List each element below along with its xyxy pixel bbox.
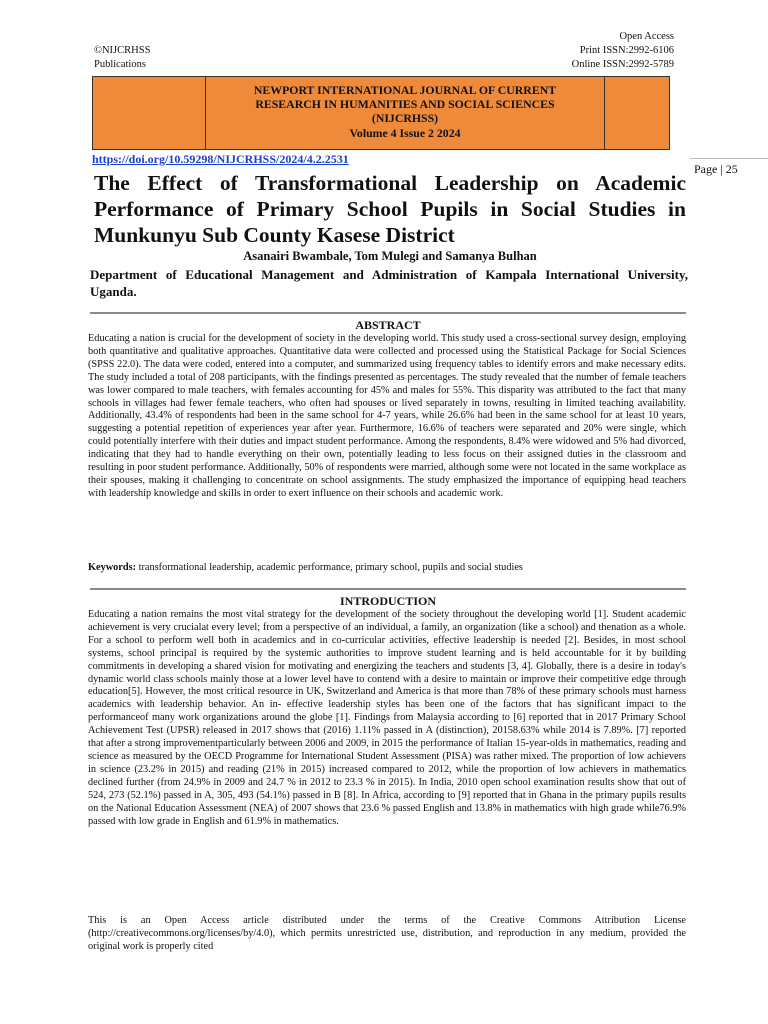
page-number: Page | 25 xyxy=(694,162,738,176)
keywords-line xyxy=(88,562,686,573)
article-authors: Asanairi Bwambale, Tom Mulegi and Samanya Bulhan xyxy=(243,249,537,263)
journal-title-line2: RESEARCH IN HUMANITIES AND SOCIAL SCIENCES xyxy=(255,97,555,112)
publisher-block xyxy=(94,44,150,72)
journal-abbreviation: (NIJCRHSS) xyxy=(371,111,439,126)
publisher-label: Publications xyxy=(94,59,146,70)
doi-link[interactable]: https://doi.org/10.59298/NIJCRHSS/2024/4.2.2531 xyxy=(92,152,349,166)
print-issn: Print ISSN:2992-6106 xyxy=(579,45,674,56)
introduction-divider xyxy=(90,588,686,590)
keywords-list: transformational leadership, academic performance, primary school, pupils and social studies xyxy=(136,562,523,573)
journal-title-line1: NEWPORT INTERNATIONAL JOURNAL OF CURRENT xyxy=(253,83,557,97)
issn-block xyxy=(572,30,674,72)
banner-right-cell xyxy=(604,77,669,149)
banner-left-cell xyxy=(93,77,206,149)
page-divider xyxy=(690,158,768,159)
keywords-label: Keywords: xyxy=(88,562,137,573)
abstract-text: Educating a nation is crucial for the development of society in the developing world. This study used a cross-sectional survey design, employing both quantitative and qualitative approaches. Quantitative data were collected and processed using the Statistical Package for Social Sciences (SPSS 22.0). The data were coded, entered into a computer, and summarized using frequency tables to identify errors and make necessary edits. The study included a total of 208 participants, with the findings presented as percentages. The study revealed that the number of female teachers was lower compared to male teachers, with females accounting for 45% and males for 55%. This disparity was attributed to the fact that many schools in villages had fewer female teachers, who often had spouses or lived separately in towns, resulting in limited teaching availability. Additionally, 43.4% of respondents had been in the same school for 4-7 years, while 26.6% had been in the same school for at least 10 years, suggesting a potential repetition of experiences year after year. Furthermore, 16.6% of teachers were separated and 20% were single, which could potentially interfere with their duties and impact student performance. Among the respondents, 8.4% were widowed and 5% had divorced, indicating that they had to handle everything on their own, potentially leading to less focus on their assigned duties in the classroom and resulting in poor student performance. Additionally, 50% of respondents were married, although some were not located in the same workplace as their spouses, making it challenging to concentrate on school assignments. The study emphasized the importance of equipping head teachers with leadership knowledge and skills in order to exert influence on their schools and academic work. xyxy=(88,333,686,499)
publisher-name: ©NIJCRHSS xyxy=(94,45,151,56)
journal-banner xyxy=(92,76,670,150)
article-title: The Effect of Transformational Leadership on Academic Performance of Primary School Pupils in Social Studies in Munkunyu Sub County Kasese District xyxy=(94,171,686,247)
author-affiliation: Department of Educational Management and Administration of Kampala International University, Uganda. xyxy=(90,267,688,299)
introduction-heading: INTRODUCTION xyxy=(339,594,436,608)
introduction-text: Educating a nation remains the most vital strategy for the development of the society throughout the developing world [1]. Student academic achievement is very crucialat every level; from a perspective of an individual, a family, an organization (like a school) and thenation as a whole. For a school to perform well both in academics and in co-curricular activities, effective leadership is needed [2]. Besides, in most school systems, school principal is required by the systemic authorities to improve student learning and is held accountable for it by building commitments in developing a shared vision for motivating and energizing the teachers and students [3, 4]. Globally, there is a desire in today's dynamic world class schools mainly those at a lower level have to contend with a desire to maintain or improve their competitive edge through education[5]. However, the most critical resource in UK, Switzerland and America is that more than 78% of these primary schools must harness academics with leadership behavior. An in- effective leadership styles has been one of the factors that has significant impact to the performanceof many work organizations around the globe [1]. Findings from Malaysia according to [6] reported that in 2017 Primary School Achievement Test (UPSR) released in 2017 shows that (2016) 1.11% passed in A (distinction), 20158.63% while 2014 is 7.89%. [7] reported that after a strong improvementparticularly between 2006 and 2009, in 2015 the performance of Italian 15-year-olds in mathematics, reading and science as measured by the OECD Programme for International Student Assessment (PISA) was rather mixed. The proportion of low achievers in science (23.2% in 2015) and reading (21% in 2015) increased compared to 2012, while the proportion of low achievers in mathematics declined further (from 24.9% in 2009 and 24.7 % in 2012 to 23.3 % in 2015). In India, 2010 open school examination results show that out of 524, 273 (52.1%) passed in A, 305, 493 (54.1%) passed in B [8]. In Africa, according to [9] reported that in Ghana in the primary pupils results on the National Education Assessment (NEA) of 2007 shows that 23.6 % passed English and 13.8% in mathematics with high grade while76.9% passed with low grade in English and 61.9% in mathematics. xyxy=(88,609,686,827)
journal-volume: Volume 4 Issue 2 2024 xyxy=(349,125,461,140)
abstract-heading: ABSTRACT xyxy=(355,318,421,332)
journal-title-block xyxy=(206,77,604,149)
open-access-label: Open Access xyxy=(619,31,674,42)
abstract-divider xyxy=(90,312,686,314)
license-notice: This is an Open Access article distributed under the terms of the Creative Commons Attribution License (http://creativecommons.org/licenses/by/4.0), which permits unrestricted use, distribution, and reproduction in any medium, provided the original work is properly cited xyxy=(88,915,686,952)
online-issn: Online ISSN:2992-5789 xyxy=(571,59,674,70)
